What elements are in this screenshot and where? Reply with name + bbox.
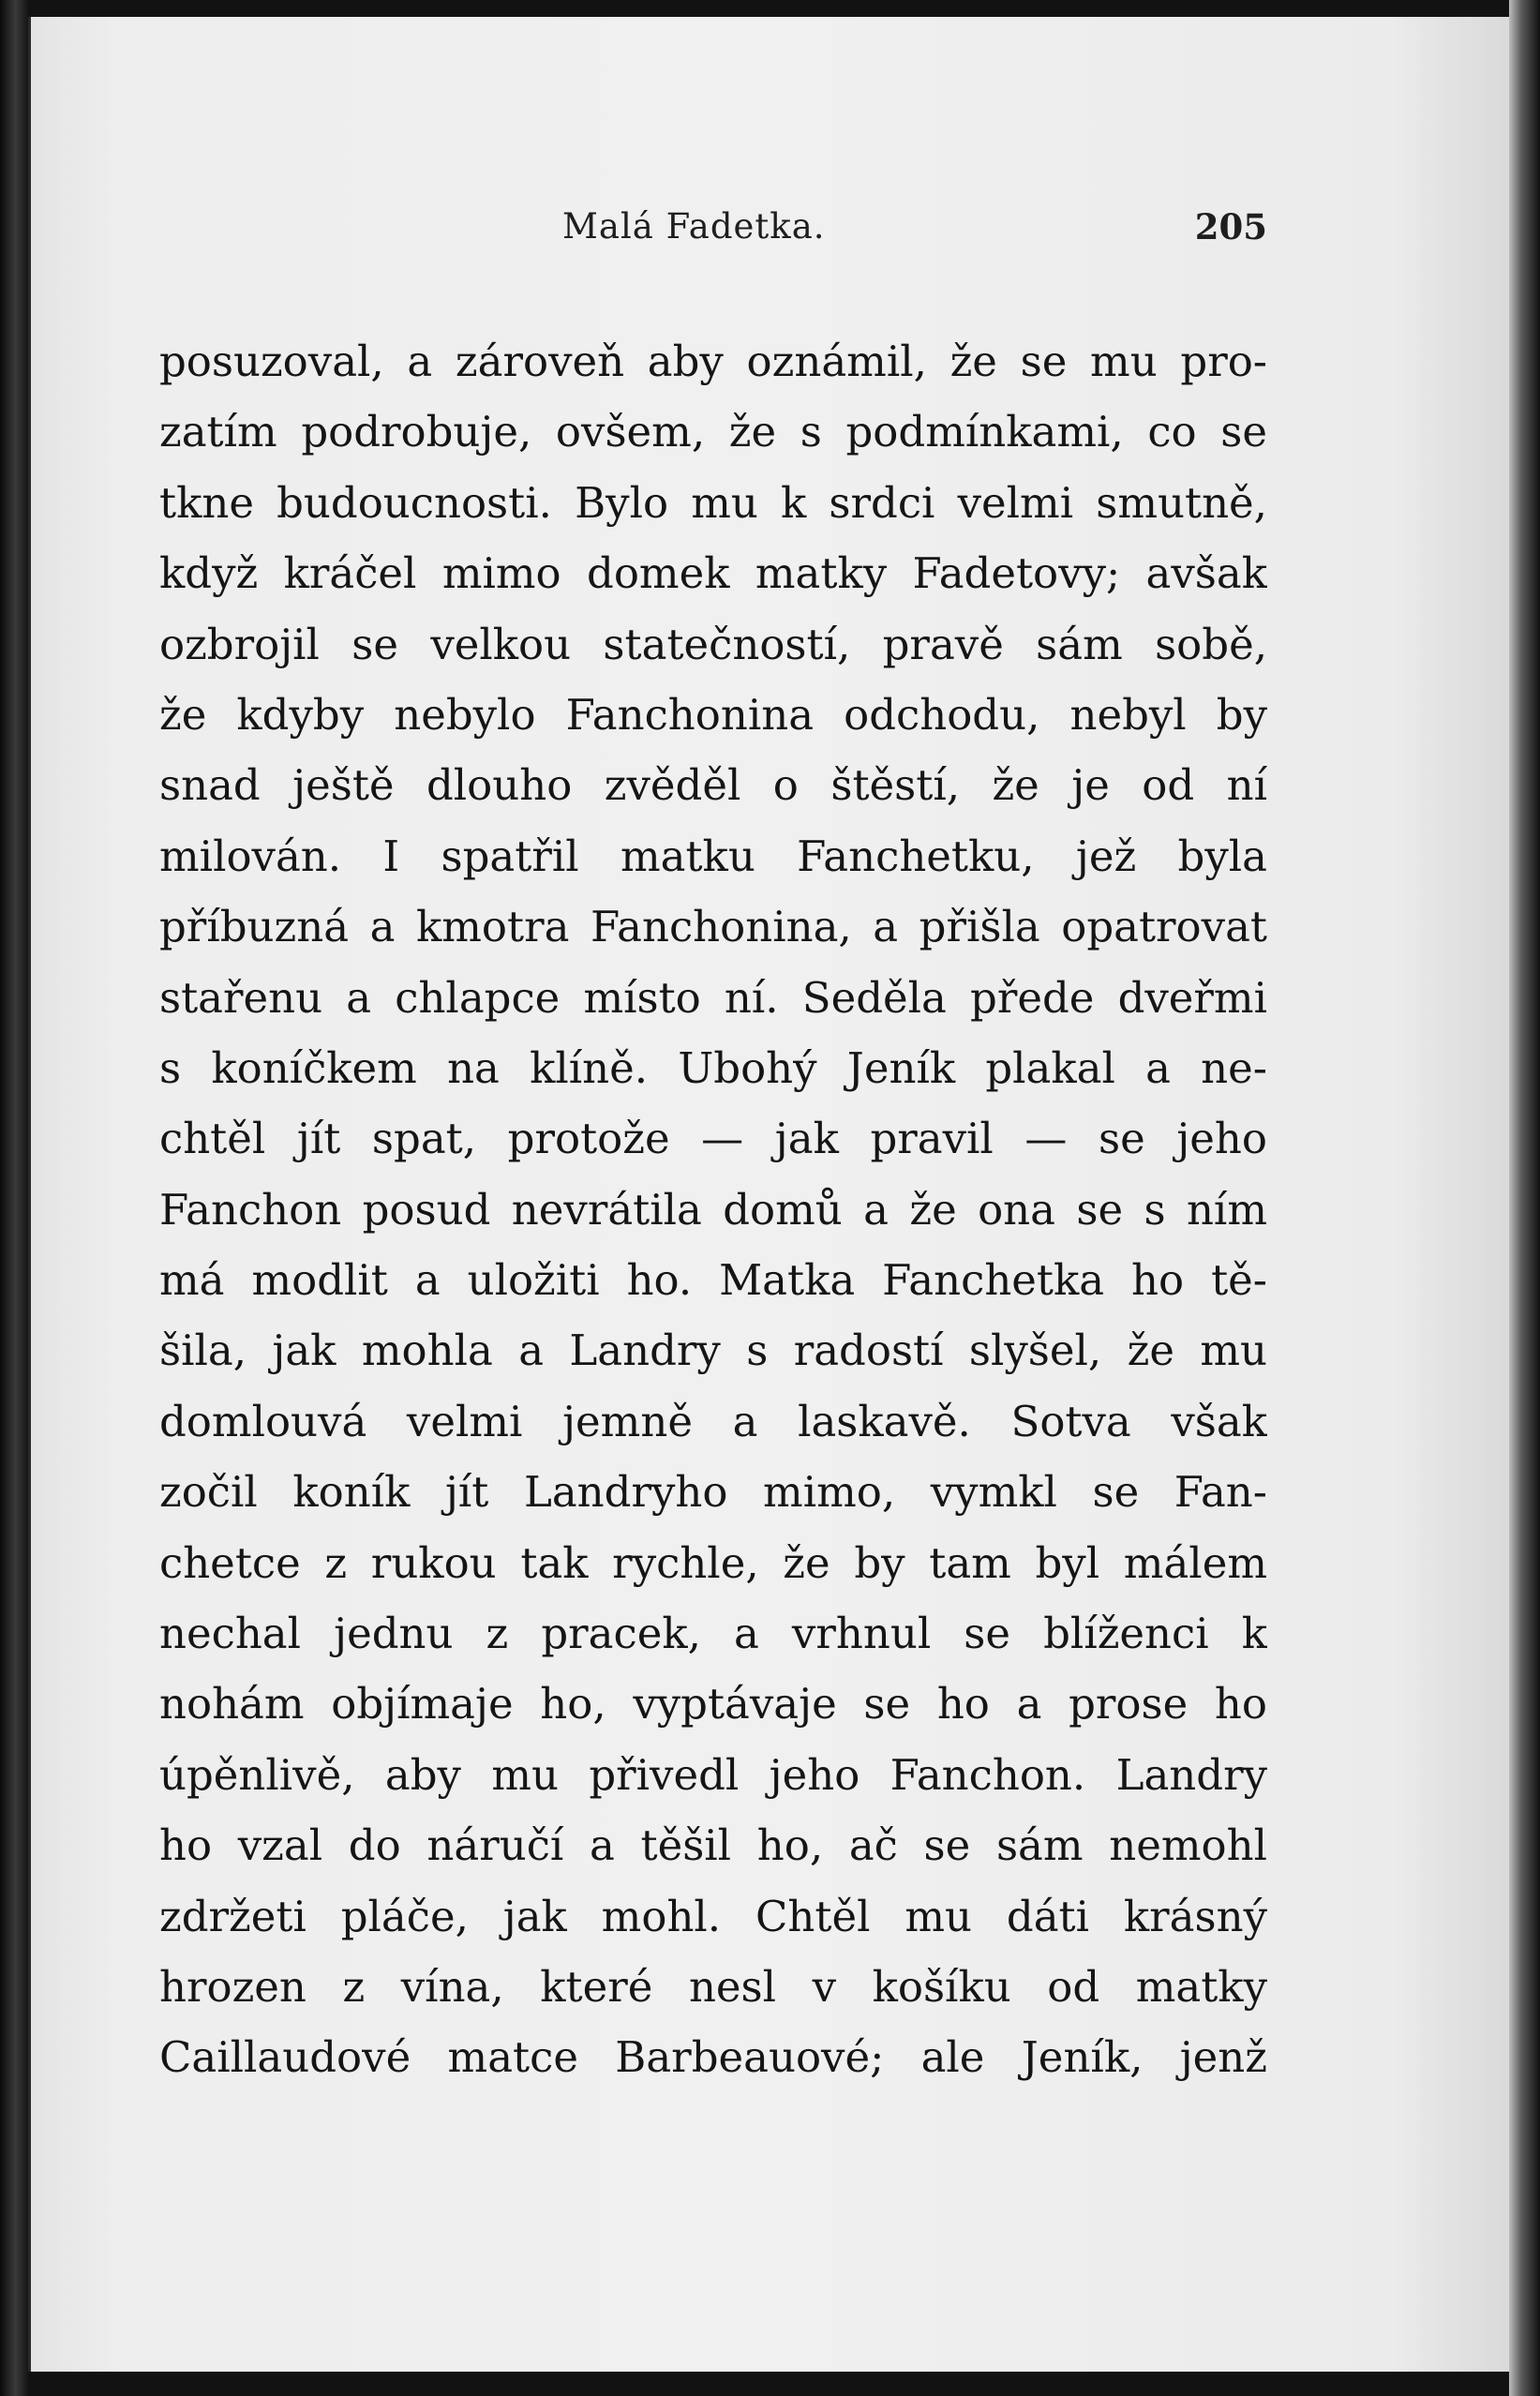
text-line: když kráčel mimo domek matky Fadetovy; avšak [159,548,1267,599]
text-line: chtěl jít spat, protože — jak pravil — se jeho [159,1114,1267,1164]
text-line: snad ještě dlouho zvěděl o štěstí, že je od ní [159,760,1267,811]
running-header [159,206,1267,253]
text-line: posuzoval, a zároveň aby oznámil, že se mu pro- [159,337,1267,386]
text-line: má modlit a uložiti ho. Matka Fanchetka ho tě- [159,1255,1267,1306]
text-line: nechal jednu z pracek, a vrhnul se blíženci k [159,1609,1267,1659]
text-line: ho vzal do náručí a těšil ho, ač se sám nemohl [159,1820,1267,1871]
running-title: Malá Fadetka. [562,206,826,247]
text-line: ozbrojil se velkou statečností, pravě sám sobě, [159,619,1267,669]
text-line: chetce z rukou tak rychle, že by tam byl málem [159,1537,1267,1588]
text-line: zdržeti pláče, jak mohl. Chtěl mu dáti krásný [159,1891,1267,1941]
text-line: s koníčkem na klíně. Ubohý Jeník plakal a ne- [159,1042,1267,1093]
text-line: úpěnlivě, aby mu přivedl jeho Fanchon. Landry [159,1749,1267,1800]
page-number: 205 [1194,206,1267,247]
text-line: hrozen z vína, které nesl v košíku od matky [159,1961,1267,2012]
page-body-text [159,326,1267,2093]
text-line: tkne budoucnosti. Bylo mu k srdci velmi smutně, [159,477,1267,528]
text-line: Caillaudové matce Barbeauové; ale Jeník, jenž [159,2032,1267,2083]
text-line: zočil koník jít Landryho mimo, vymkl se Fan- [159,1467,1267,1518]
text-line: nohám objímaje ho, vyptávaje se ho a prose ho [159,1679,1267,1730]
text-line: Fanchon posud nevrátila domů a že ona se s ním [159,1184,1267,1235]
text-line: domlouvá velmi jemně a laskavě. Sotva však [159,1396,1267,1446]
text-line: milován. I spatřil matku Fanchetku, jež byla [159,831,1267,881]
text-line: že kdyby nebylo Fanchonina odchodu, nebyl by [159,689,1267,740]
text-line: stařenu a chlapce místo ní. Seděla přede dveřmi [159,972,1267,1023]
page-edge-shadow [1509,0,1540,2396]
book-spine-shadow [0,0,28,2396]
text-line: zatím podrobuje, ovšem, že s podmínkami, co se [159,407,1267,457]
text-line: příbuzná a kmotra Fanchonina, a přišla opatrovat [159,902,1267,952]
text-line: šila, jak mohla a Landry s radostí slyšel, že mu [159,1325,1267,1376]
